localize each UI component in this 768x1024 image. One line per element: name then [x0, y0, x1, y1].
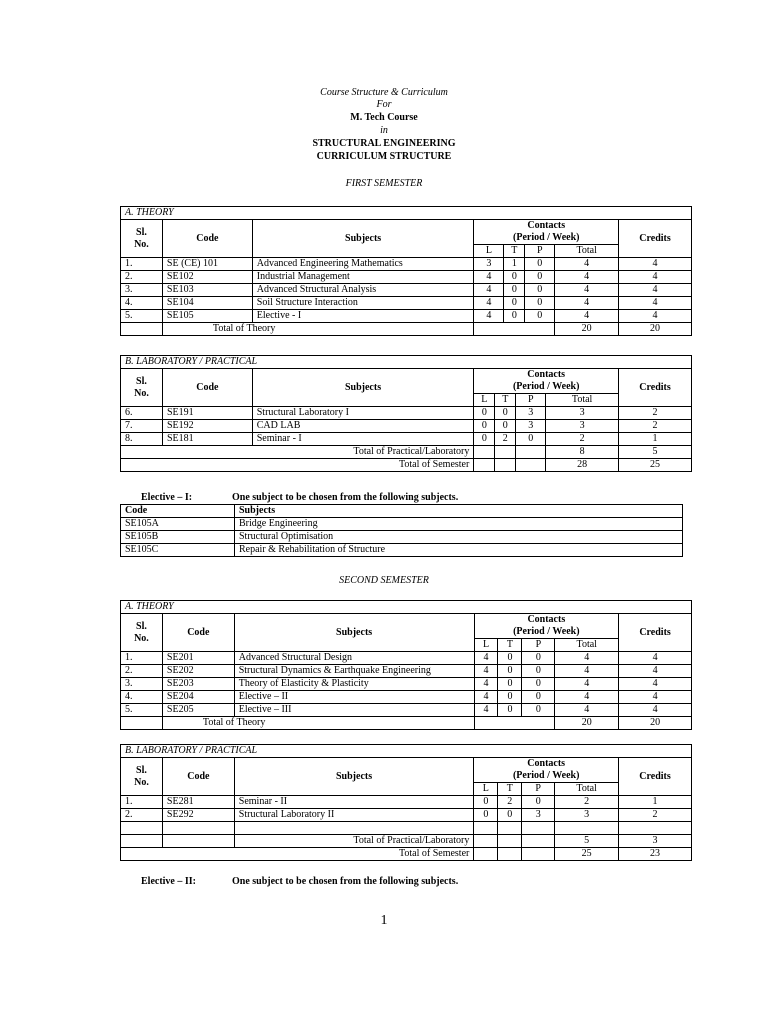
l-cell: 0: [474, 407, 495, 420]
code-cell: SE203: [162, 678, 234, 691]
header-course-structure: Course Structure & Curriculum: [320, 87, 448, 98]
code-cell: SE102: [162, 271, 252, 284]
total-cell: 3: [546, 420, 619, 433]
total-cell: 4: [555, 310, 619, 323]
elective-1-note: One subject to be chosen from the following subjects.: [232, 492, 459, 503]
col-no: No.: [134, 632, 149, 644]
sl-cell: 2.: [121, 271, 163, 284]
col-p: P: [516, 394, 546, 407]
table-row: [121, 297, 692, 310]
table-row: [121, 258, 692, 271]
p-cell: 3: [516, 407, 546, 420]
t-cell: 2: [498, 796, 522, 809]
credits-cell: 4: [619, 284, 692, 297]
total-cell: 4: [555, 284, 619, 297]
credits-cell: 4: [619, 297, 692, 310]
col-p: P: [522, 639, 555, 652]
total-cell: 4: [555, 258, 619, 271]
total-practical-credits: 3: [619, 835, 692, 848]
credits-cell: 4: [619, 310, 692, 323]
credits-cell: 4: [619, 665, 692, 678]
subject-cell: Elective - I: [252, 310, 474, 323]
t-cell: 0: [504, 310, 525, 323]
p-cell: [522, 822, 555, 835]
col-no: No.: [134, 387, 149, 399]
p-cell: 0: [525, 310, 555, 323]
total-theory-label: Total of Theory: [162, 717, 474, 730]
total-practical-credits: 5: [619, 446, 692, 459]
p-cell: 3: [522, 809, 555, 822]
total-cell: 4: [555, 678, 619, 691]
col-no: No.: [134, 238, 149, 250]
code-cell: SE281: [162, 796, 234, 809]
code-cell: SE105: [162, 310, 252, 323]
l-cell: 0: [474, 809, 498, 822]
table-row: [121, 284, 692, 297]
col-subjects: Subjects: [234, 758, 474, 796]
elective-col-code: Code: [121, 505, 235, 518]
header-in: in: [380, 125, 388, 136]
sem1-theory-table: [120, 206, 692, 336]
table-row: [121, 531, 683, 544]
elective-subject-cell: Bridge Engineering: [235, 518, 683, 531]
col-sl: Sl.: [136, 620, 147, 632]
sl-cell: 4.: [121, 297, 163, 310]
col-period: (Period / Week): [513, 232, 580, 243]
p-cell: 0: [522, 704, 555, 717]
col-total: Total: [546, 394, 619, 407]
col-l: L: [474, 245, 504, 258]
col-contacts: Contacts: [527, 220, 566, 231]
subject-cell: Structural Dynamics & Earthquake Engineering: [234, 665, 474, 678]
table-row: [121, 691, 692, 704]
header-curriculum-structure: CURRICULUM STRUCTURE: [316, 151, 452, 162]
credits-cell: 4: [619, 652, 692, 665]
p-cell: 0: [525, 271, 555, 284]
total-theory-contacts: 20: [555, 323, 619, 336]
table-row: [121, 704, 692, 717]
total-cell: 4: [555, 704, 619, 717]
total-cell: [555, 822, 619, 835]
semester-total-row: [121, 848, 692, 861]
table-row: [121, 310, 692, 323]
subject-cell: Elective – III: [234, 704, 474, 717]
col-contacts: Contacts: [527, 614, 566, 625]
col-period: (Period / Week): [512, 381, 580, 392]
elective-code-cell: SE105A: [121, 518, 235, 531]
total-cell: 4: [555, 271, 619, 284]
col-l: L: [474, 394, 495, 407]
table-caption: B. LABORATORY / PRACTICAL: [121, 745, 692, 758]
total-semester-contacts: 28: [546, 459, 619, 472]
credits-cell: 2: [619, 407, 692, 420]
code-cell: SE292: [162, 809, 234, 822]
total-row: [121, 323, 692, 336]
table-row: [121, 407, 692, 420]
table-caption: B. LABORATORY / PRACTICAL: [121, 356, 692, 369]
credits-cell: 4: [619, 704, 692, 717]
l-cell: 4: [474, 678, 498, 691]
col-t: T: [498, 783, 522, 796]
col-code: Code: [162, 758, 234, 796]
total-theory-credits: 20: [619, 323, 692, 336]
col-p: P: [522, 783, 555, 796]
header-course-name: M. Tech Course: [350, 112, 418, 123]
p-cell: 0: [525, 258, 555, 271]
col-code: Code: [162, 220, 252, 258]
total-practical-label: Total of Practical/Laboratory: [234, 835, 474, 848]
col-subjects: Subjects: [252, 220, 474, 258]
col-total: Total: [555, 783, 619, 796]
t-cell: 0: [498, 691, 522, 704]
l-cell: 4: [474, 691, 498, 704]
l-cell: 4: [474, 310, 504, 323]
subject-cell: [234, 822, 474, 835]
code-cell: SE (CE) 101: [162, 258, 252, 271]
table-row: [121, 665, 692, 678]
sl-cell: [121, 822, 163, 835]
l-cell: 0: [474, 433, 495, 446]
col-t: T: [504, 245, 525, 258]
sl-cell: 5.: [121, 310, 163, 323]
total-cell: 4: [555, 665, 619, 678]
semester-total-row: [121, 459, 692, 472]
sem2-theory-table: [120, 600, 692, 730]
l-cell: 3: [474, 258, 504, 271]
subject-cell: Seminar - II: [234, 796, 474, 809]
sl-cell: 5.: [121, 704, 163, 717]
code-cell: [162, 822, 234, 835]
elective-subject-cell: Repair & Rehabilitation of Structure: [235, 544, 683, 557]
l-cell: 4: [474, 284, 504, 297]
total-semester-label: Total of Semester: [121, 459, 474, 472]
col-total: Total: [555, 639, 619, 652]
p-cell: 0: [525, 284, 555, 297]
col-code: Code: [162, 614, 234, 652]
l-cell: [474, 822, 498, 835]
table-row: [121, 652, 692, 665]
code-cell: SE201: [162, 652, 234, 665]
col-t: T: [495, 394, 516, 407]
code-cell: SE205: [162, 704, 234, 717]
page-number: 1: [380, 913, 388, 928]
total-cell: 4: [555, 297, 619, 310]
subject-cell: CAD LAB: [252, 420, 474, 433]
total-cell: 3: [555, 809, 619, 822]
p-cell: 3: [516, 420, 546, 433]
table-row: [121, 796, 692, 809]
t-cell: 0: [504, 284, 525, 297]
subject-cell: Soil Structure Interaction: [252, 297, 474, 310]
l-cell: 4: [474, 297, 504, 310]
t-cell: 2: [495, 433, 516, 446]
code-cell: SE104: [162, 297, 252, 310]
credits-cell: [619, 822, 692, 835]
elective-col-subjects: Subjects: [235, 505, 683, 518]
sl-cell: 4.: [121, 691, 163, 704]
code-cell: SE191: [162, 407, 252, 420]
col-period: (Period / Week): [513, 626, 580, 637]
subject-cell: Industrial Management: [252, 271, 474, 284]
p-cell: 0: [525, 297, 555, 310]
total-row: [121, 446, 692, 459]
col-total: Total: [555, 245, 619, 258]
table-row: [121, 433, 692, 446]
table-row: [121, 518, 683, 531]
total-row: [121, 835, 692, 848]
table-row: [121, 809, 692, 822]
t-cell: 0: [498, 652, 522, 665]
code-cell: SE204: [162, 691, 234, 704]
t-cell: 0: [495, 407, 516, 420]
p-cell: 0: [522, 652, 555, 665]
elective-2-label: Elective – II:: [141, 876, 196, 887]
table-row: [121, 271, 692, 284]
sl-cell: 1.: [121, 258, 163, 271]
col-credits: Credits: [619, 614, 692, 652]
p-cell: 0: [522, 691, 555, 704]
total-practical-contacts: 5: [555, 835, 619, 848]
elective-subject-cell: Structural Optimisation: [235, 531, 683, 544]
total-cell: 4: [555, 652, 619, 665]
l-cell: 0: [474, 420, 495, 433]
col-period: (Period / Week): [512, 770, 580, 781]
subject-cell: Structural Laboratory I: [252, 407, 474, 420]
total-theory-contacts: 20: [555, 717, 619, 730]
subject-cell: Advanced Structural Analysis: [252, 284, 474, 297]
t-cell: 0: [504, 271, 525, 284]
sl-cell: 1.: [121, 796, 163, 809]
l-cell: 4: [474, 271, 504, 284]
l-cell: 4: [474, 652, 498, 665]
subject-cell: Theory of Elasticity & Plasticity: [234, 678, 474, 691]
total-semester-credits: 25: [619, 459, 692, 472]
sl-cell: 7.: [121, 420, 163, 433]
col-sl: Sl.: [136, 226, 147, 238]
code-cell: SE181: [162, 433, 252, 446]
p-cell: 0: [522, 796, 555, 809]
p-cell: 0: [516, 433, 546, 446]
l-cell: 0: [474, 796, 498, 809]
col-l: L: [474, 639, 498, 652]
credits-cell: 2: [619, 809, 692, 822]
table-caption: A. THEORY: [121, 207, 692, 220]
col-code: Code: [162, 369, 252, 407]
t-cell: 0: [504, 297, 525, 310]
total-theory-label: Total of Theory: [162, 323, 474, 336]
col-no: No.: [134, 776, 149, 788]
total-cell: 2: [555, 796, 619, 809]
total-semester-credits: 23: [619, 848, 692, 861]
sl-cell: 2.: [121, 665, 163, 678]
table-row: [121, 822, 692, 835]
t-cell: 0: [498, 678, 522, 691]
credits-cell: 4: [619, 271, 692, 284]
credits-cell: 4: [619, 258, 692, 271]
col-credits: Credits: [619, 369, 692, 407]
subject-cell: Seminar - I: [252, 433, 474, 446]
subject-cell: Structural Laboratory II: [234, 809, 474, 822]
credits-cell: 2: [619, 420, 692, 433]
total-cell: 4: [555, 691, 619, 704]
total-semester-label: Total of Semester: [121, 848, 474, 861]
col-credits: Credits: [619, 758, 692, 796]
col-l: L: [474, 783, 498, 796]
table-row: [121, 678, 692, 691]
code-cell: SE192: [162, 420, 252, 433]
sem2-lab-table: [120, 744, 692, 861]
credits-cell: 1: [619, 433, 692, 446]
table-row: [121, 544, 683, 557]
elective-code-cell: SE105C: [121, 544, 235, 557]
second-semester-title: SECOND SEMESTER: [339, 575, 429, 586]
total-cell: 3: [546, 407, 619, 420]
t-cell: [498, 822, 522, 835]
col-credits: Credits: [619, 220, 692, 258]
sl-cell: 1.: [121, 652, 163, 665]
table-row: [121, 420, 692, 433]
total-row: [121, 717, 692, 730]
elective-code-cell: SE105B: [121, 531, 235, 544]
sem1-lab-table: [120, 355, 692, 472]
credits-cell: 4: [619, 678, 692, 691]
sl-cell: 3.: [121, 678, 163, 691]
subject-cell: Advanced Structural Design: [234, 652, 474, 665]
col-subjects: Subjects: [234, 614, 474, 652]
table-caption: A. THEORY: [121, 601, 692, 614]
header-discipline: STRUCTURAL ENGINEERING: [312, 138, 456, 149]
credits-cell: 4: [619, 691, 692, 704]
sl-cell: 2.: [121, 809, 163, 822]
sl-cell: 3.: [121, 284, 163, 297]
subject-cell: Advanced Engineering Mathematics: [252, 258, 474, 271]
header-for: For: [376, 99, 392, 110]
sl-cell: 8.: [121, 433, 163, 446]
col-sl: Sl.: [136, 375, 147, 387]
p-cell: 0: [522, 678, 555, 691]
col-t: T: [498, 639, 522, 652]
total-practical-label: Total of Practical/Laboratory: [121, 446, 474, 459]
code-cell: SE202: [162, 665, 234, 678]
total-cell: 2: [546, 433, 619, 446]
l-cell: 4: [474, 704, 498, 717]
total-semester-contacts: 25: [555, 848, 619, 861]
elective-1-table: [120, 504, 683, 557]
t-cell: 0: [498, 704, 522, 717]
total-practical-contacts: 8: [546, 446, 619, 459]
first-semester-title: FIRST SEMESTER: [345, 178, 423, 189]
col-contacts: Contacts: [527, 369, 566, 380]
sl-cell: 6.: [121, 407, 163, 420]
t-cell: 1: [504, 258, 525, 271]
col-sl: Sl.: [136, 764, 147, 776]
col-subjects: Subjects: [252, 369, 474, 407]
total-theory-credits: 20: [619, 717, 692, 730]
t-cell: 0: [498, 665, 522, 678]
elective-1-label: Elective – I:: [141, 492, 193, 503]
t-cell: 0: [498, 809, 522, 822]
t-cell: 0: [495, 420, 516, 433]
elective-2-note: One subject to be chosen from the following subjects.: [232, 876, 459, 887]
col-contacts: Contacts: [527, 758, 566, 769]
col-p: P: [525, 245, 555, 258]
l-cell: 4: [474, 665, 498, 678]
p-cell: 0: [522, 665, 555, 678]
subject-cell: Elective – II: [234, 691, 474, 704]
code-cell: SE103: [162, 284, 252, 297]
credits-cell: 1: [619, 796, 692, 809]
